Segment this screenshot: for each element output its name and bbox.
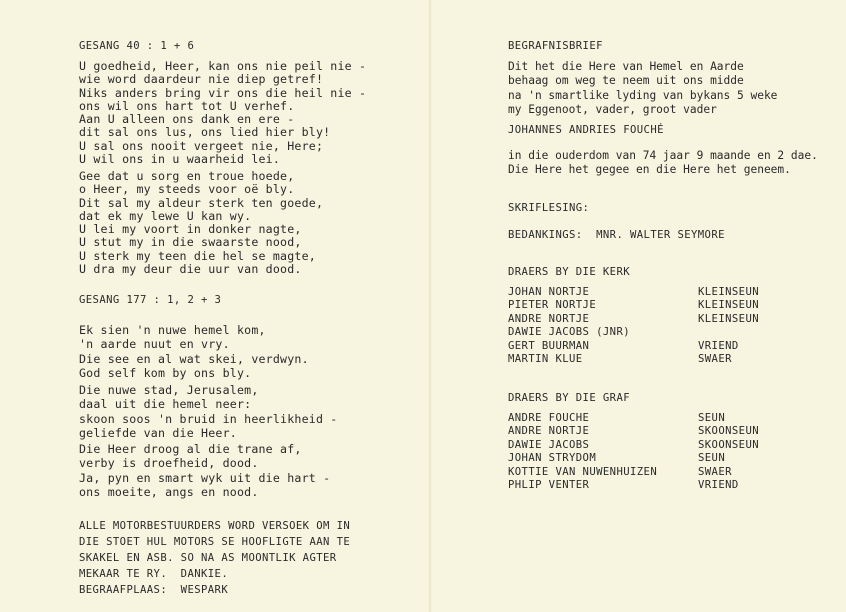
text-line: ALLE MOTORBESTUURDERS WORD VERSOEK OM IN — [79, 520, 351, 532]
bearer-relation: KLEINSEUN — [698, 286, 760, 298]
funeral-letter-title: BEGRAFNISBRIEF — [508, 40, 603, 52]
bearer-name: DAWIE JACOBS (JNR) — [508, 326, 631, 339]
text-line: Die Here het gegee en die Here het geneem. — [508, 163, 791, 177]
text-line: U dra my deur die uur van dood. — [79, 262, 302, 277]
text-line: 'n aarde nuut en vry. — [79, 337, 230, 352]
text-line: U lei my voort in donker nagte, — [79, 222, 302, 237]
text-line: MEKAAR TE RY. DANKIE. — [79, 568, 229, 580]
text-line: U sterk my teen die hel se magte, — [79, 248, 316, 263]
bearer-name: JOHAN STRYDOM — [508, 452, 597, 465]
bearer-name: ANDRE NORTJE — [508, 312, 590, 325]
bearer-row — [508, 313, 759, 326]
text-line: verby is droefheid, dood. — [79, 456, 259, 471]
hymn2-verse-1 — [79, 323, 309, 380]
text-line: BEGRAAFPLAAS: WESPARK — [79, 584, 229, 596]
text-line: U wil ons in u waarheid lei. — [79, 152, 281, 167]
text-line: dit sal ons lus, ons lied hier bly! — [79, 125, 331, 140]
text-line: U sal ons nooit vergeet nie, Here; — [79, 138, 324, 153]
grave-bearers-title: DRAERS BY DIE GRAF — [508, 392, 631, 404]
deceased-name: JOHANNES ANDRIES FOUCHÉ — [508, 124, 664, 136]
text-line: dat ek my lewe U kan wy. — [79, 208, 252, 223]
bearer-relation: VRIEND — [698, 339, 739, 352]
hymn2-verse-2 — [79, 383, 337, 440]
bearer-name: ANDRE NORTJE — [508, 425, 590, 438]
text-line: God self kom by ons bly. — [79, 365, 252, 380]
text-line: Ja, pyn en smart wyk uit die hart - — [79, 470, 331, 485]
hymn1-title: GESANG 40 : 1 + 6 — [79, 40, 195, 52]
text-line: daal uit die hemel neer: — [79, 397, 252, 412]
text-line: behaag om weg te neem uit ons midde — [508, 74, 744, 88]
bearer-relation: VRIEND — [698, 479, 739, 492]
bearer-row — [508, 452, 759, 465]
text-line: Die Heer droog al die trane af, — [79, 442, 302, 456]
scripture-reading: SKRIFLESING: — [508, 202, 590, 214]
text-line: Dit sal my aldeur sterk ten goede, — [79, 195, 324, 210]
thanks-line: BEDANKINGS: MNR. WALTER SEYMORE — [508, 229, 725, 241]
announcement-text — [508, 60, 777, 117]
bearer-row — [508, 439, 759, 452]
bearer-name: PIETER NORTJE — [508, 299, 597, 312]
text-line: o Heer, my steeds voor oë bly. — [79, 182, 295, 197]
bearer-name: KOTTIE VAN NUWENHUIZEN — [508, 465, 658, 478]
text-line: Die see en al wat skei, verdwyn. — [79, 351, 309, 366]
bearer-row — [508, 412, 759, 425]
bearer-row — [508, 479, 759, 492]
bearer-row — [508, 466, 759, 479]
bearer-name: MARTIN KLUE — [508, 353, 583, 366]
funeral-procession-notice — [79, 518, 350, 598]
text-line: Gee dat u sorg en troue hoede, — [79, 169, 295, 183]
bearer-row — [508, 286, 759, 299]
bearer-relation: SWAER — [698, 353, 732, 366]
bearer-relation: SKOONSEUN — [698, 438, 760, 451]
bearer-row — [508, 425, 759, 438]
text-line: in die ouderdom van 74 jaar 9 maande en 2 dae. — [508, 149, 818, 162]
text-line: DIE STOET HUL MOTORS SE HOOFLIGTE AAN TE — [79, 536, 351, 548]
hymn1-verse-2 — [79, 170, 323, 276]
text-line: Niks anders bring vir ons die heil nie - — [79, 85, 367, 100]
hymn2-verse-3 — [79, 442, 330, 499]
bearer-row — [508, 326, 759, 339]
bearer-relation: SWAER — [698, 465, 732, 478]
bearer-row — [508, 299, 759, 312]
bearer-name: GERT BUURMAN — [508, 339, 590, 352]
text-line: geliefde van die Heer. — [79, 425, 237, 440]
bearer-name: PHLIP VENTER — [508, 479, 590, 492]
bearer-row — [508, 340, 759, 353]
text-line: wie word daardeur nie diep getref! — [79, 72, 324, 87]
text-line: Ek sien 'n nuwe hemel kom, — [79, 323, 266, 337]
hymn1-verse-1 — [79, 60, 366, 166]
text-line: my Eggenoot, vader, groot vader — [508, 102, 717, 116]
bearer-relation: KLEINSEUN — [698, 312, 760, 325]
church-bearers-title: DRAERS BY DIE KERK — [508, 266, 631, 278]
text-line: Dit het die Here van Hemel en Aarde — [508, 60, 744, 73]
text-line: SKAKEL EN ASB. SO NA AS MOONTLIK AGTER — [79, 552, 337, 564]
church-bearers-list — [508, 286, 759, 366]
text-line: Aan U alleen ons dank en ere - — [79, 112, 295, 127]
grave-bearers-list — [508, 412, 759, 492]
text-line: U stut my in die swaarste nood, — [79, 235, 302, 250]
age-text — [508, 149, 818, 178]
text-line: U goedheid, Heer, kan ons nie peil nie - — [79, 59, 367, 73]
text-line: Die nuwe stad, Jerusalem, — [79, 383, 259, 397]
text-line: ons wil ons hart tot U verhef. — [79, 98, 295, 113]
bearer-relation: SKOONSEUN — [698, 425, 760, 438]
bearer-name: JOHAN NORTJE — [508, 286, 590, 298]
bearer-name: DAWIE JACOBS — [508, 438, 590, 451]
text-line: ons moeite, angs en nood. — [79, 484, 259, 499]
page-fold — [428, 0, 432, 612]
bearer-name: ANDRE FOUCHE — [508, 412, 590, 424]
bearer-relation: KLEINSEUN — [698, 299, 760, 312]
bearer-row — [508, 353, 759, 366]
bearer-relation: SEUN — [698, 412, 726, 424]
hymn2-title: GESANG 177 : 1, 2 + 3 — [79, 294, 222, 306]
text-line: skoon soos 'n bruid in heerlikheid - — [79, 411, 338, 426]
text-line: na 'n smartlike lyding van bykans 5 weke — [508, 88, 778, 102]
bearer-relation: SEUN — [698, 452, 726, 465]
